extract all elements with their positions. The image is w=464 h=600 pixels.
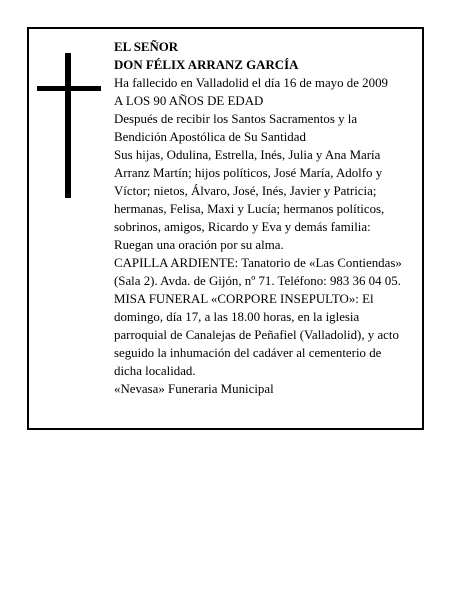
sacraments-line-1: Después de recibir los Santos Sacramentos y la [114,112,358,126]
funeral-mass-line-1: MISA FUNERAL «CORPORE INSEPULTO»: El [114,292,374,306]
family-line-5: sobrinos, amigos, Ricardo y Eva y demás familia: [114,220,371,234]
chapel-line-2: (Sala 2). Avda. de Gijón, nº 71. Teléfono: 983 36 04 05. [114,274,401,288]
family-line-4: hermanas, Felisa, Maxi y Lucía; hermanos políticos, [114,202,385,216]
deceased-name: DON FÉLIX ARRANZ GARCÍA [114,58,299,72]
prayer-request: Ruegan una oración por su alma. [114,238,284,252]
cross-icon [37,53,101,198]
chapel-line-1: CAPILLA ARDIENTE: Tanatorio de «Las Contiendas» [114,256,402,270]
obituary-text [114,38,422,398]
sacraments-line-2: Bendición Apostólica de Su Santidad [114,130,306,144]
family-line-2: Arranz Martín; hijos políticos, José María, Adolfo y [114,166,383,180]
funeral-mass-line-5: dicha localidad. [114,364,196,378]
title-honorific: EL SEÑOR [114,40,179,54]
cross-vertical-bar [65,53,71,198]
funeral-home: «Nevasa» Funeraria Municipal [114,382,274,396]
funeral-mass-line-3: parroquial de Canalejas de Peñafiel (Valladolid), y acto [114,328,399,342]
family-line-1: Sus hijas, Odulina, Estrella, Inés, Julia y Ana María [114,148,381,162]
funeral-mass-line-4: seguido la inhumación del cadáver al cementerio de [114,346,382,360]
family-line-3: Víctor; nietos, Álvaro, José, Inés, Javier y Patricia; [114,184,377,198]
death-place-date: Ha fallecido en Valladolid el día 16 de mayo de 2009 [114,76,388,90]
age-line: A LOS 90 AÑOS DE EDAD [114,94,264,108]
funeral-mass-line-2: domingo, día 17, a las 18.00 horas, en la iglesia [114,310,360,324]
cross-horizontal-bar [37,86,101,91]
